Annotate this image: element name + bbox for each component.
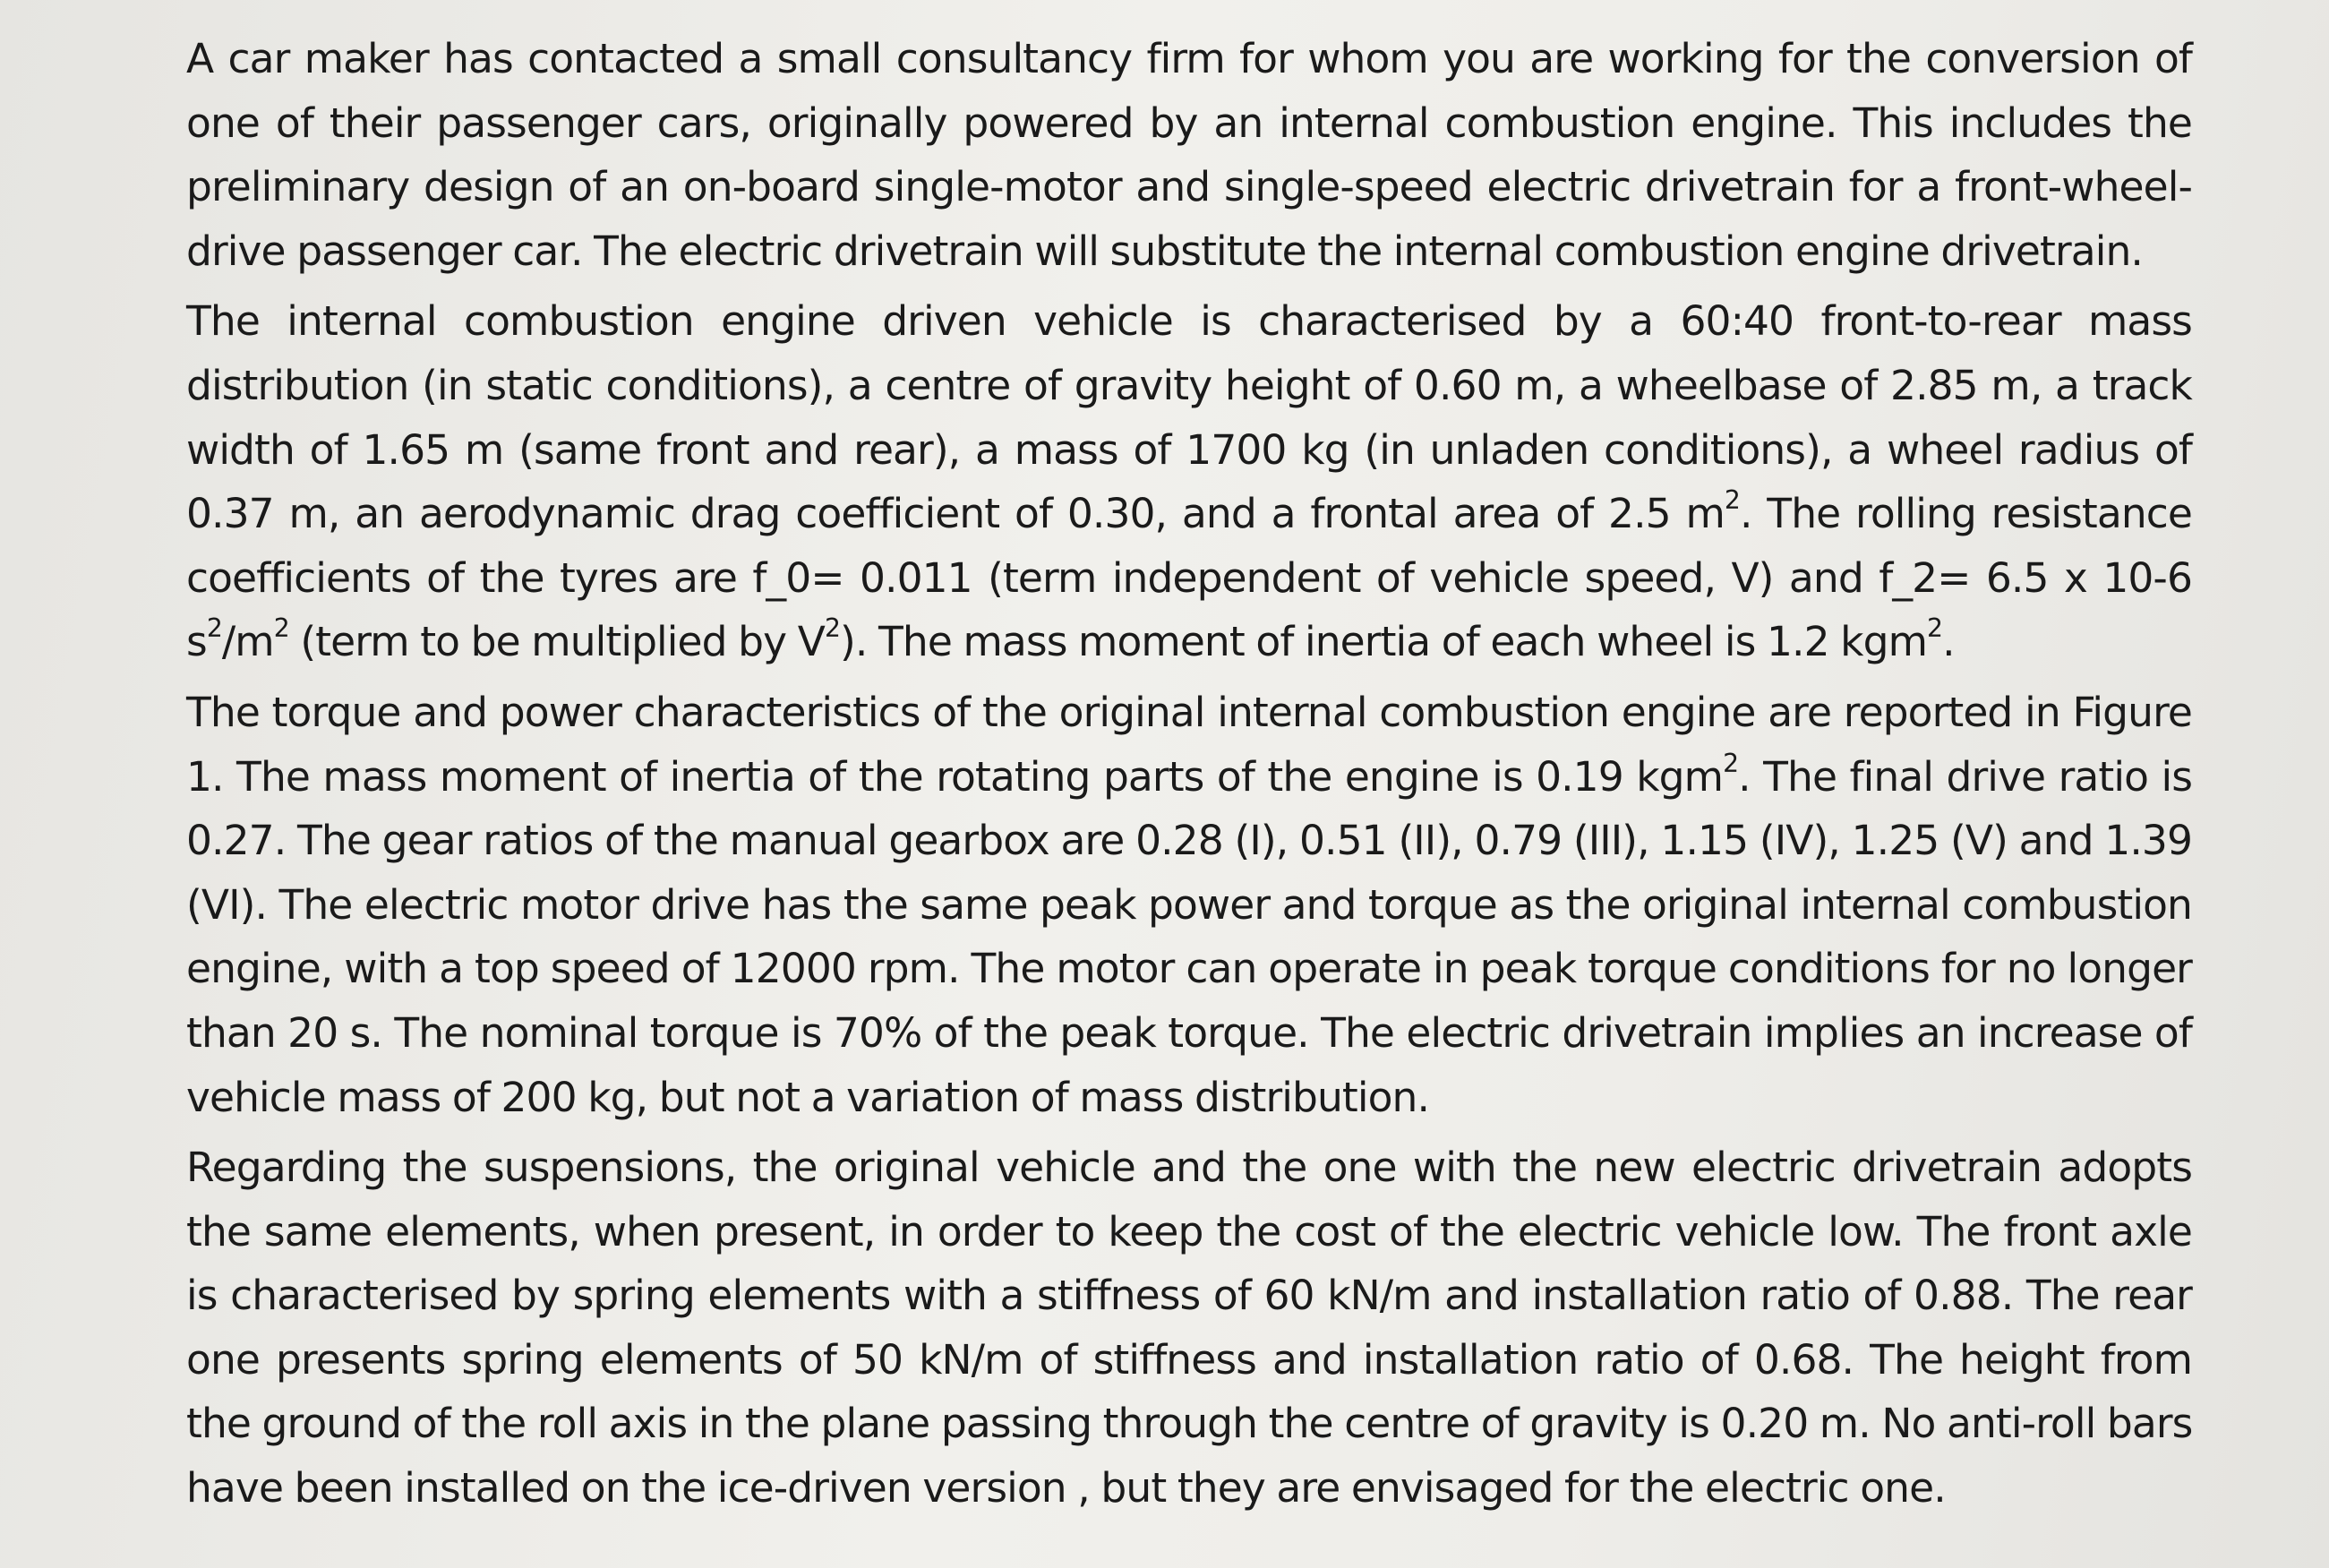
text-line: The internal combustion engine driven vehicle is characterised by a 60:40 front-to-rear mass — [186, 297, 2192, 346]
text-line: drive passenger car. The electric drivetrain will substitute the internal combustion engine drivetrain. — [186, 227, 2143, 275]
text-line: The torque and power characteristics of the original internal combustion engine are reported in Figure — [186, 688, 2192, 736]
superscript: 2 — [824, 613, 841, 644]
text-line: preliminary design of an on-board single-motor and single-speed electric drivetrain for a front-wheel- — [186, 163, 2192, 211]
text-line: have been installed on the ice-driven version , but they are envisaged for the electric one. — [186, 1464, 1946, 1512]
superscript: 2 — [273, 613, 289, 644]
text-run: . — [1942, 618, 1955, 666]
text-line: coefficients of the tyres are f_0= 0.011 (term independent of vehicle speed, V) and f_2= 6.5 x 10-6 — [186, 553, 2192, 602]
text-line: 0.27. The gear ratios of the manual gearbox are 0.28 (I), 0.51 (II), 0.79 (III), 1.15 (IV), 1.25 (V) and 1.39 — [186, 817, 2192, 865]
text-line: Regarding the suspensions, the original vehicle and the one with the new electric drivetrain adopts — [186, 1144, 2192, 1192]
document-page — [186, 27, 2192, 1549]
text-line: engine, with a top speed of 12000 rpm. The motor can operate in peak torque conditions for no longer — [186, 945, 2192, 993]
superscript: 2 — [1724, 485, 1740, 515]
text-line: (VI). The electric motor drive has the same peak power and torque as the original internal combustion — [186, 880, 2192, 929]
text-line: distribution (in static conditions), a centre of gravity height of 0.60 m, a wheelbase of 2.85 m, a track — [186, 361, 2192, 409]
text-run: (term to be multiplied by V — [288, 618, 825, 666]
paragraph-powertrain — [186, 681, 2192, 1129]
text-run: /m — [221, 618, 274, 666]
text-line: the same elements, when present, in order to keep the cost of the electric vehicle low. The front axle — [186, 1207, 2192, 1255]
text-line: one presents spring elements of 50 kN/m of stiffness and installation ratio of 0.68. The height from — [186, 1335, 2192, 1384]
text-run: ). The mass moment of inertia of each wheel is 1.2 kgm — [840, 618, 1928, 666]
text-line — [186, 745, 2192, 810]
paragraph-intro — [186, 27, 2192, 283]
text-line: is characterised by spring elements with a stiffness of 60 kN/m and installation ratio of 0.88. The rear — [186, 1272, 2192, 1320]
text-run: s — [186, 618, 207, 666]
text-line — [186, 610, 2192, 674]
superscript: 2 — [206, 613, 222, 644]
text-line: A car maker has contacted a small consultancy firm for whom you are working for the conversion of — [186, 35, 2192, 82]
text-line: the ground of the roll axis in the plane passing through the centre of gravity is 0.20 m. No anti-roll bars — [186, 1400, 2193, 1448]
text-line: one of their passenger cars, originally powered by an internal combustion engine. This includes the — [186, 99, 2192, 147]
superscript: 2 — [1723, 748, 1739, 778]
text-line — [186, 482, 2192, 546]
text-line: vehicle mass of 200 kg, but not a variation of mass distribution. — [186, 1073, 1430, 1121]
paragraph-suspensions — [186, 1135, 2192, 1521]
paragraph-vehicle-parameters — [186, 289, 2192, 674]
text-run: 0.37 m, an aerodynamic drag coefficient of 0.30, and a frontal area of 2.5 m — [186, 490, 1725, 538]
text-run: . The final drive ratio is — [1738, 752, 2193, 801]
text-line: width of 1.65 m (same front and rear), a mass of 1700 kg (in unladen conditions), a wheel radius of — [186, 425, 2192, 474]
text-line: than 20 s. The nominal torque is 70% of the peak torque. The electric drivetrain implies an increase of — [186, 1008, 2192, 1057]
superscript: 2 — [1927, 613, 1943, 644]
text-run: 1. The mass moment of inertia of the rotating parts of the engine is 0.19 kgm — [186, 752, 1724, 801]
text-run: . The rolling resistance — [1739, 490, 2192, 538]
